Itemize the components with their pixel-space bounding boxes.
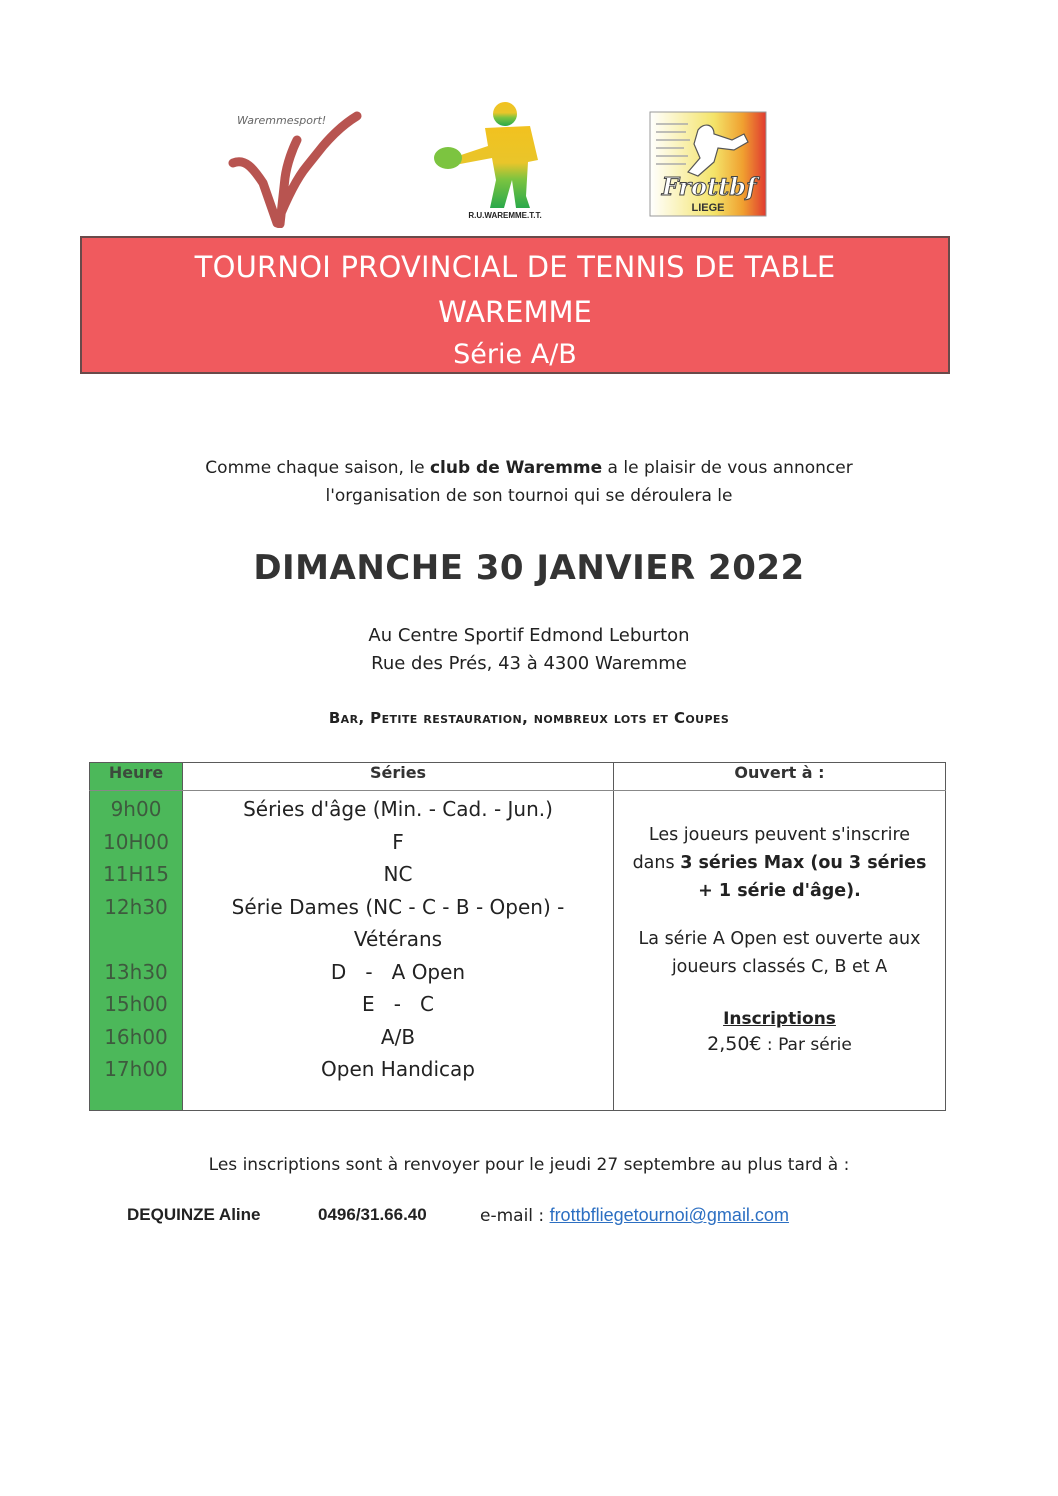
schedule-time — [90, 923, 182, 956]
open-column — [614, 791, 946, 1111]
inscriptions-price — [614, 1033, 945, 1055]
price-value: 2,50€ — [707, 1033, 762, 1055]
ru-waremme-logo-text: R.U.WAREMME.T.T. — [468, 211, 542, 220]
intro-text-2: a le plaisir de vous annoncer — [602, 458, 853, 478]
contact-phone — [318, 1205, 427, 1225]
intro-line-2: l'organisation de son tournoi qui se déroulera le — [325, 486, 733, 506]
frottbf-logo-text: Frottbf — [661, 172, 757, 201]
title-banner — [80, 236, 950, 374]
schedule-time: 11H15 — [103, 862, 169, 886]
ru-waremme-logo — [430, 100, 560, 225]
schedule-time: 16h00 — [104, 1024, 168, 1049]
contact-email — [480, 1205, 789, 1226]
waremmesport-w-mark — [225, 108, 365, 228]
schedule-series: D - A Open — [330, 959, 466, 984]
schedule-body-row — [90, 791, 946, 1111]
schedule-series: A/B — [380, 1024, 416, 1049]
schedule-series: NC — [383, 862, 413, 886]
venue-address: Rue des Prés, 43 à 4300 Waremme — [371, 653, 687, 674]
open-text-span: dans — [632, 853, 681, 873]
intro-text-1: Comme chaque saison, le — [205, 458, 430, 478]
schedule-time: 9h00 — [110, 797, 162, 821]
banner-series: Série A/B — [453, 339, 577, 370]
schedule-series: E - C — [362, 992, 434, 1016]
open-paragraph-1 — [614, 821, 945, 905]
time-column — [90, 791, 183, 1111]
header-open: Ouvert à : — [614, 763, 946, 791]
open-text-line: + 1 série d'âge). — [698, 881, 861, 901]
open-text-line: La série A Open est ouverte aux — [638, 929, 921, 949]
table-tennis-player-icon — [430, 100, 560, 225]
deadline-text: Les inscriptions sont à renvoyer pour le jeudi 27 septembre au plus tard à : — [208, 1155, 850, 1175]
banner-city: WAREMME — [438, 295, 592, 329]
header-series: Séries — [183, 763, 614, 791]
open-text-line — [614, 849, 945, 877]
contact-phone-text: 0496/31.66.40 — [318, 1205, 427, 1224]
banner-title: TOURNOI PROVINCIAL DE TENNIS DE TABLE — [194, 250, 836, 284]
schedule-series: Open Handicap — [321, 1057, 475, 1081]
email-label: e-mail : — [480, 1206, 550, 1226]
schedule-time: 10H00 — [103, 829, 169, 854]
schedule-time: 12h30 — [104, 894, 168, 919]
schedule-time: 15h00 — [104, 992, 168, 1016]
price-suffix: : Par série — [761, 1035, 852, 1055]
schedule-series: F — [392, 829, 404, 854]
schedule-series: Vétérans — [353, 927, 443, 951]
contact-name — [127, 1205, 261, 1225]
venue-name: Au Centre Sportif Edmond Leburton — [368, 625, 690, 646]
schedule-time: 17h00 — [104, 1057, 168, 1081]
event-date: DIMANCHE 30 JANVIER 2022 — [253, 548, 805, 588]
contact-name-text: DEQUINZE Aline — [127, 1205, 261, 1224]
open-text-line: Les joueurs peuvent s'inscrire — [648, 825, 911, 845]
open-text-bold: 3 séries Max (ou 3 séries — [680, 853, 927, 873]
schedule-time: 13h30 — [104, 959, 168, 984]
email-link[interactable]: frottbfliegetournoi@gmail.com — [549, 1205, 789, 1225]
svg-text:Waremmesport!: Waremmesport! — [237, 114, 327, 127]
schedule-series: Série Dames (NC - C - B - Open) - — [231, 894, 565, 919]
schedule-table — [89, 762, 946, 1111]
series-column — [183, 791, 614, 1111]
open-paragraph-2 — [614, 925, 945, 981]
schedule-header-row — [90, 763, 946, 791]
frottbf-logo-subtext: LIEGE — [691, 202, 725, 214]
frottbf-liege-logo — [648, 110, 778, 220]
intro-club-name: club de Waremme — [429, 458, 603, 478]
amenities: Bar, Petite restauration, nombreux lots et Coupes — [328, 709, 730, 727]
inscriptions-title: Inscriptions — [723, 1009, 836, 1029]
header-time: Heure — [90, 763, 183, 791]
time-list — [90, 791, 182, 1086]
series-list — [183, 791, 613, 1086]
waremmesport-logo — [225, 108, 365, 228]
intro-line-1 — [0, 458, 1058, 478]
schedule-series: Séries d'âge (Min. - Cad. - Jun.) — [243, 797, 553, 821]
open-text-line: joueurs classés C, B et A — [671, 957, 888, 977]
